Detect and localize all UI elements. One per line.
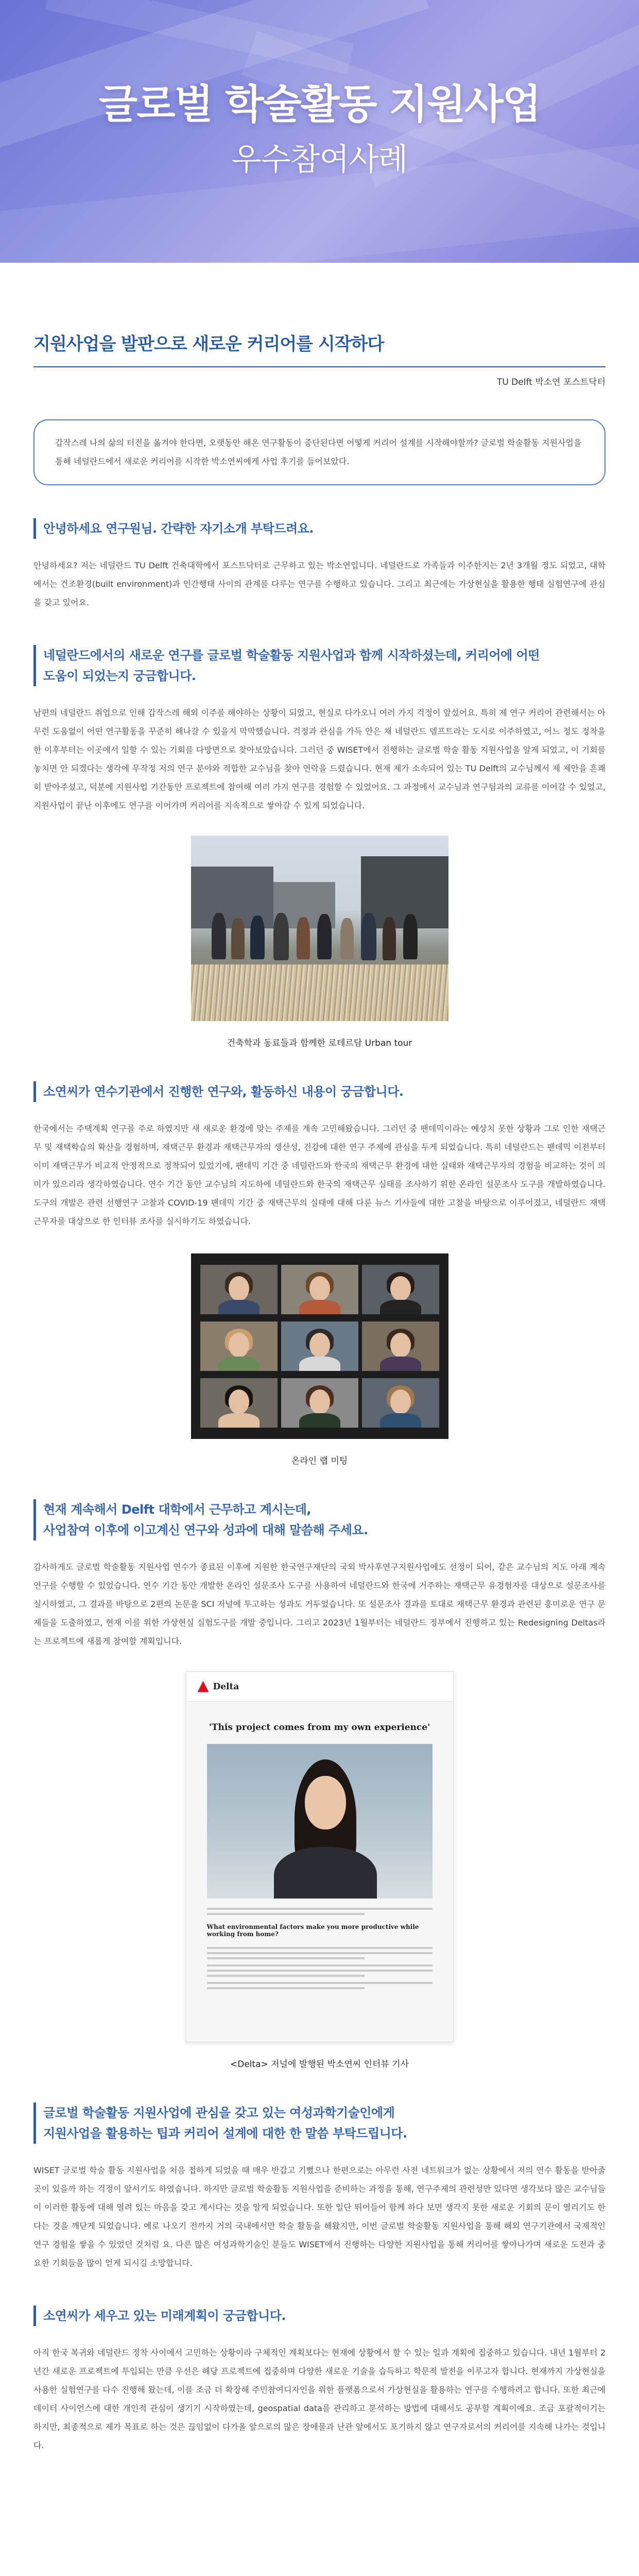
delta-article-image: [186, 1671, 454, 2042]
divider: [33, 366, 606, 367]
heading-bar: [33, 2306, 36, 2326]
question-line: 사업참여 이후에 이고계신 연구와 성과에 대해 말씀해 주세요.: [43, 1523, 368, 1537]
page-title: 글로벌 학술활동 지원사업: [98, 81, 541, 128]
question-heading: [33, 2103, 606, 2144]
photo-caption: 온라인 랩 미팅: [291, 1456, 348, 1466]
question-heading: [33, 518, 606, 539]
question-line: 도움이 되었는지 궁금합니다.: [43, 669, 196, 683]
page-subtitle: 우수참여사례: [231, 142, 408, 178]
question-heading: [33, 1081, 606, 1102]
answer-text: 아직 한국 복귀와 네덜란드 정착 사이에서 고민하는 상황이라 구체적인 계획보다는 현재에 상황에서 할 수 있는 일과 계획에 집중하고 있습니다. 내년 1월부터 2년간 새로운 프로젝트에 투입되는 만큼 우선은 해당 프로젝트에 집중하며 다양한 새로운 기술을 습득하고 학문적 발전을 이루고자 합니다. 현재까지 가상현실을 사용한 실험연구를 다수 진행해 왔는데, 이를 조금 더 확장해 주민참여디자인을 위한 플랫폼으로서 가상현실을 활용하는 연구를 수행하려고 합니다. 또한 최근에 데이터 사이언스에 대한 개인적 관심이 생기기 시작하였는데, geospatial data를 관리하고 분석하는 방법에 대해서도 공부할 계획이에요. 조금 포괄적이기는 하지만, 최종적으로 제가 목표로 하는 것은 끊임없이 다가올 앞으로의 많은 장애물과 난관 앞에서도 포기하지 않고 연구자로서의 커리어를 지속해 나가는 것입니다.: [33, 2348, 606, 2450]
article-headline: 'This project comes from my own experience': [209, 1722, 430, 1733]
heading-bar: [33, 1081, 36, 1102]
heading-bar: [33, 645, 36, 686]
delta-logo-icon: [198, 1681, 209, 1692]
question-line: 네덜란드에서의 새로운 연구를 글로벌 학술활동 지원사업과 함께 시작하셨는데, 커리어에 어떤: [43, 648, 540, 663]
question-line: 소연씨가 세우고 있는 미래계획이 궁금합니다.: [43, 2309, 286, 2323]
heading-bar: [33, 1499, 36, 1540]
header-banner: [0, 0, 639, 263]
answer-text: 한국에서는 주택계획 연구를 주로 하였지만 새 새로운 환경에 맞는 주제를 계속 고민해왔습니다. 그러던 중 팬데믹이라는 예상치 못한 상황과 그로 인한 재택근무 및 재택학습의 확산을 경험하며, 재택근무 환경과 재택근무자의 생산성, 건강에 대한 연구 주제에 관심을 두게 되었습니다. 특히 네덜란드는 팬데믹 이전부터 이미 재택근무가 비교적 안정적으로 정착되어 있었기에, 팬데믹 기간 중 네덜란드와 한국의 재택근무 환경에 대한 실태와 재택근무자의 경험을 비교하는 것이 의미가 있으리라 생각하였습니다. 연수 기간 동안 교수님의 지도하에 네덜란드와 한국의 재택근무 실태를 조사하기 위한 온라인 설문조사 도구를 개발하였습니다. 도구의 개발은 관련 선행연구 고찰과 COVID-19 팬데믹 기간 중 재택근무의 실태에 대해 다룬 뉴스 기사들에 대한 고찰을 바탕으로 이루어졌고, 네덜란드 재택근무자를 대상으로 한 인터뷰 조사를 실시하기도 하였습니다.: [33, 1124, 606, 1226]
heading-bar: [33, 2103, 36, 2144]
photo-caption: <Delta> 저널에 발행된 박소연씨 인터뷰 기사: [230, 2059, 409, 2070]
question-line: 지원사업을 활용하는 팁과 커리어 설계에 대한 한 말씀 부탁드립니다.: [43, 2126, 407, 2141]
answer-text: 남편의 네덜란드 취업으로 인해 갑작스레 해외 이주를 해야하는 상황이 되었고, 현실로 다가오니 여러 가지 걱정이 앞섰어요. 특히 제 연구 커리어 관련해서는 아무런 도움없이 어떤 연구활동을 꾸준히 해나갈 수 있을지 막막했습니다. 걱정과 관심을 가득 안은 채 네덜란드 델프트라는 도시로 이주하였고, 어느 정도 정착을 한 이후부터는 이곳에서 일할 수 있는 기회를 다방면으로 찾아보았습니다. 그러던 중 WISET에서 진행하는 글로벌 학술 활동 지원사업을 알게 되었고, 이 기회를 놓치면 안 되겠다는 생각에 무작정 저의 연구 분야와 적합한 교수님을 찾아 연락을 드렸습니다. 현재 제가 소속되어 있는 TU Delft의 교수님께서 제 제안을 흔쾌히 받아주셨고, 덕분에 지원사업 기간동안 프로젝트에 참여해 여러 가지 연구를 경험할 수 있었어요. 그 과정에서 교수님과 연구팀과의 교류를 이어갈 수 있었고, 지원사업이 끝난 이후에도 연구를 이어가며 커리어를 지속적으로 쌓아갈 수 있게 되었습니다.: [33, 708, 606, 810]
question-line: 현재 계속해서 Delft 대학에서 근무하고 계시는데,: [43, 1502, 312, 1517]
question-heading: [33, 1499, 606, 1540]
article-subhead: What environmental factors make you more productive while working from home?: [206, 1923, 419, 1938]
photo-caption: 건축학과 동료들과 함께한 로테르담 Urban tour: [227, 1038, 412, 1048]
answer-text: 감사하게도 글로벌 학술활동 지원사업 연수가 종료된 이후에 지원한 한국연구재단의 국외 박사후연구지원사업에도 선정이 되어, 같은 교수님의 지도 아래 계속 연구를 수행할 수 있었습니다. 연수 기간 동안 개발한 온라인 설문조사 도구를 사용하여 네덜란드와 한국에 거주하는 재택근무 유경험자를 대상으로 설문조사를 실시하였고, 그 결과를 바탕으로 2편의 논문을 SCI 저널에 투고하는 성과도 거두었습니다. 또 설문조사 결과를 토대로 재택근무 환경과 관련된 흥미로운 연구 문제들을 도출하였고, 현재 이를 위한 가상현실 실험도구를 개발 중입니다. 그리고 2023년 1월부터는 네덜란드 정부에서 진행하고 있는 Redesigning Deltas라는 프로젝트에 새롭게 참여할 계획입니다.: [33, 1562, 606, 1646]
byline: TU Delft 박소연 포스트닥터: [496, 377, 606, 387]
question-line: 소연씨가 연수기관에서 진행한 연구와, 활동하신 내용이 궁금합니다.: [43, 1084, 404, 1099]
delta-brand: Delta: [213, 1681, 239, 1692]
answer-text: WISET 글로벌 학술 활동 지원사업을 처음 접하게 되었을 때 매우 반갑고 기뻤으나 한편으로는 아무런 사전 네트워크가 없는 상황에서 저의 연수 활동을 받아줄 곳이 있을까 하는 걱정이 앞서기도 하였습니다. 하지만 글로벌 학술활동 지원사업을 준비하는 과정을 통해, 연구주제의 관련성만 있다면 생각보다 많은 교수님들이 이러한 활동에 대해 열려 있는 마음을 갖고 계시다는 것을 알게 되었습니다. 또한 일단 뛰어들어 함께 하다 보면 생각지 못한 새로운 기회의 문이 열리기도 한다는 것을 깨닫게 되었습니다. 예로 나오기 전까지 거의 국내에서만 학술 활동을 해왔지만, 이번 글로벌 학술활동 지원사업을 통해 해외 연구기관에서 국제적인 연구 경험을 쌓을 수 있었던 것처럼 요. 다른 많은 여성과학기술인 분들도 WISET에서 진행하는 다양한 지원사업을 통해 커리어를 쌓아나가며 새로운 도전과 중요한 기회들을 많이 얻게 되시길 소망합니다.: [33, 2165, 606, 2268]
question-line: 글로벌 학술활동 지원사업에 관심을 갖고 있는 여성과학기술인에게: [43, 2106, 395, 2120]
question-heading: [33, 645, 606, 686]
lead-title: 지원사업을 발판으로 새로운 커리어를 시작하다: [33, 334, 384, 354]
article-body: [0, 330, 639, 2455]
intro-box: 갑작스레 나의 삶의 터전을 옮겨야 한다면, 오랫동안 해온 연구활동이 중단된다면 어떻게 커리어 설계를 시작해야할까? 글로벌 학술활동 지원사업을 통해 네덜란드에서 새로운 커리어를 시작한 박소연씨에게 사업 후기를 들어보았다.: [33, 419, 606, 485]
urban-tour-photo: [191, 836, 448, 1021]
online-meeting-photo: [191, 1253, 448, 1439]
heading-bar: [33, 518, 36, 539]
answer-text: 안녕하세요? 저는 네덜란드 TU Delft 건축대학에서 포스트닥터로 근무하고 있는 박소연입니다. 네덜란드로 가족들과 이주한지는 2년 3개월 정도 되었고, 대학에서는 건조환경(built environment)과 인간행태 사이의 관계를 다루는 연구를 수행하고 있습니다. 그리고 최근에는 가상현실을 활용한 행태 실험연구에 관심을 갖고 있어요.: [33, 561, 606, 607]
question-line: 안녕하세요 연구원님. 간략한 자기소개 부탁드려요.: [43, 521, 314, 536]
question-heading: [33, 2306, 606, 2326]
portrait-photo: [207, 1744, 433, 1899]
